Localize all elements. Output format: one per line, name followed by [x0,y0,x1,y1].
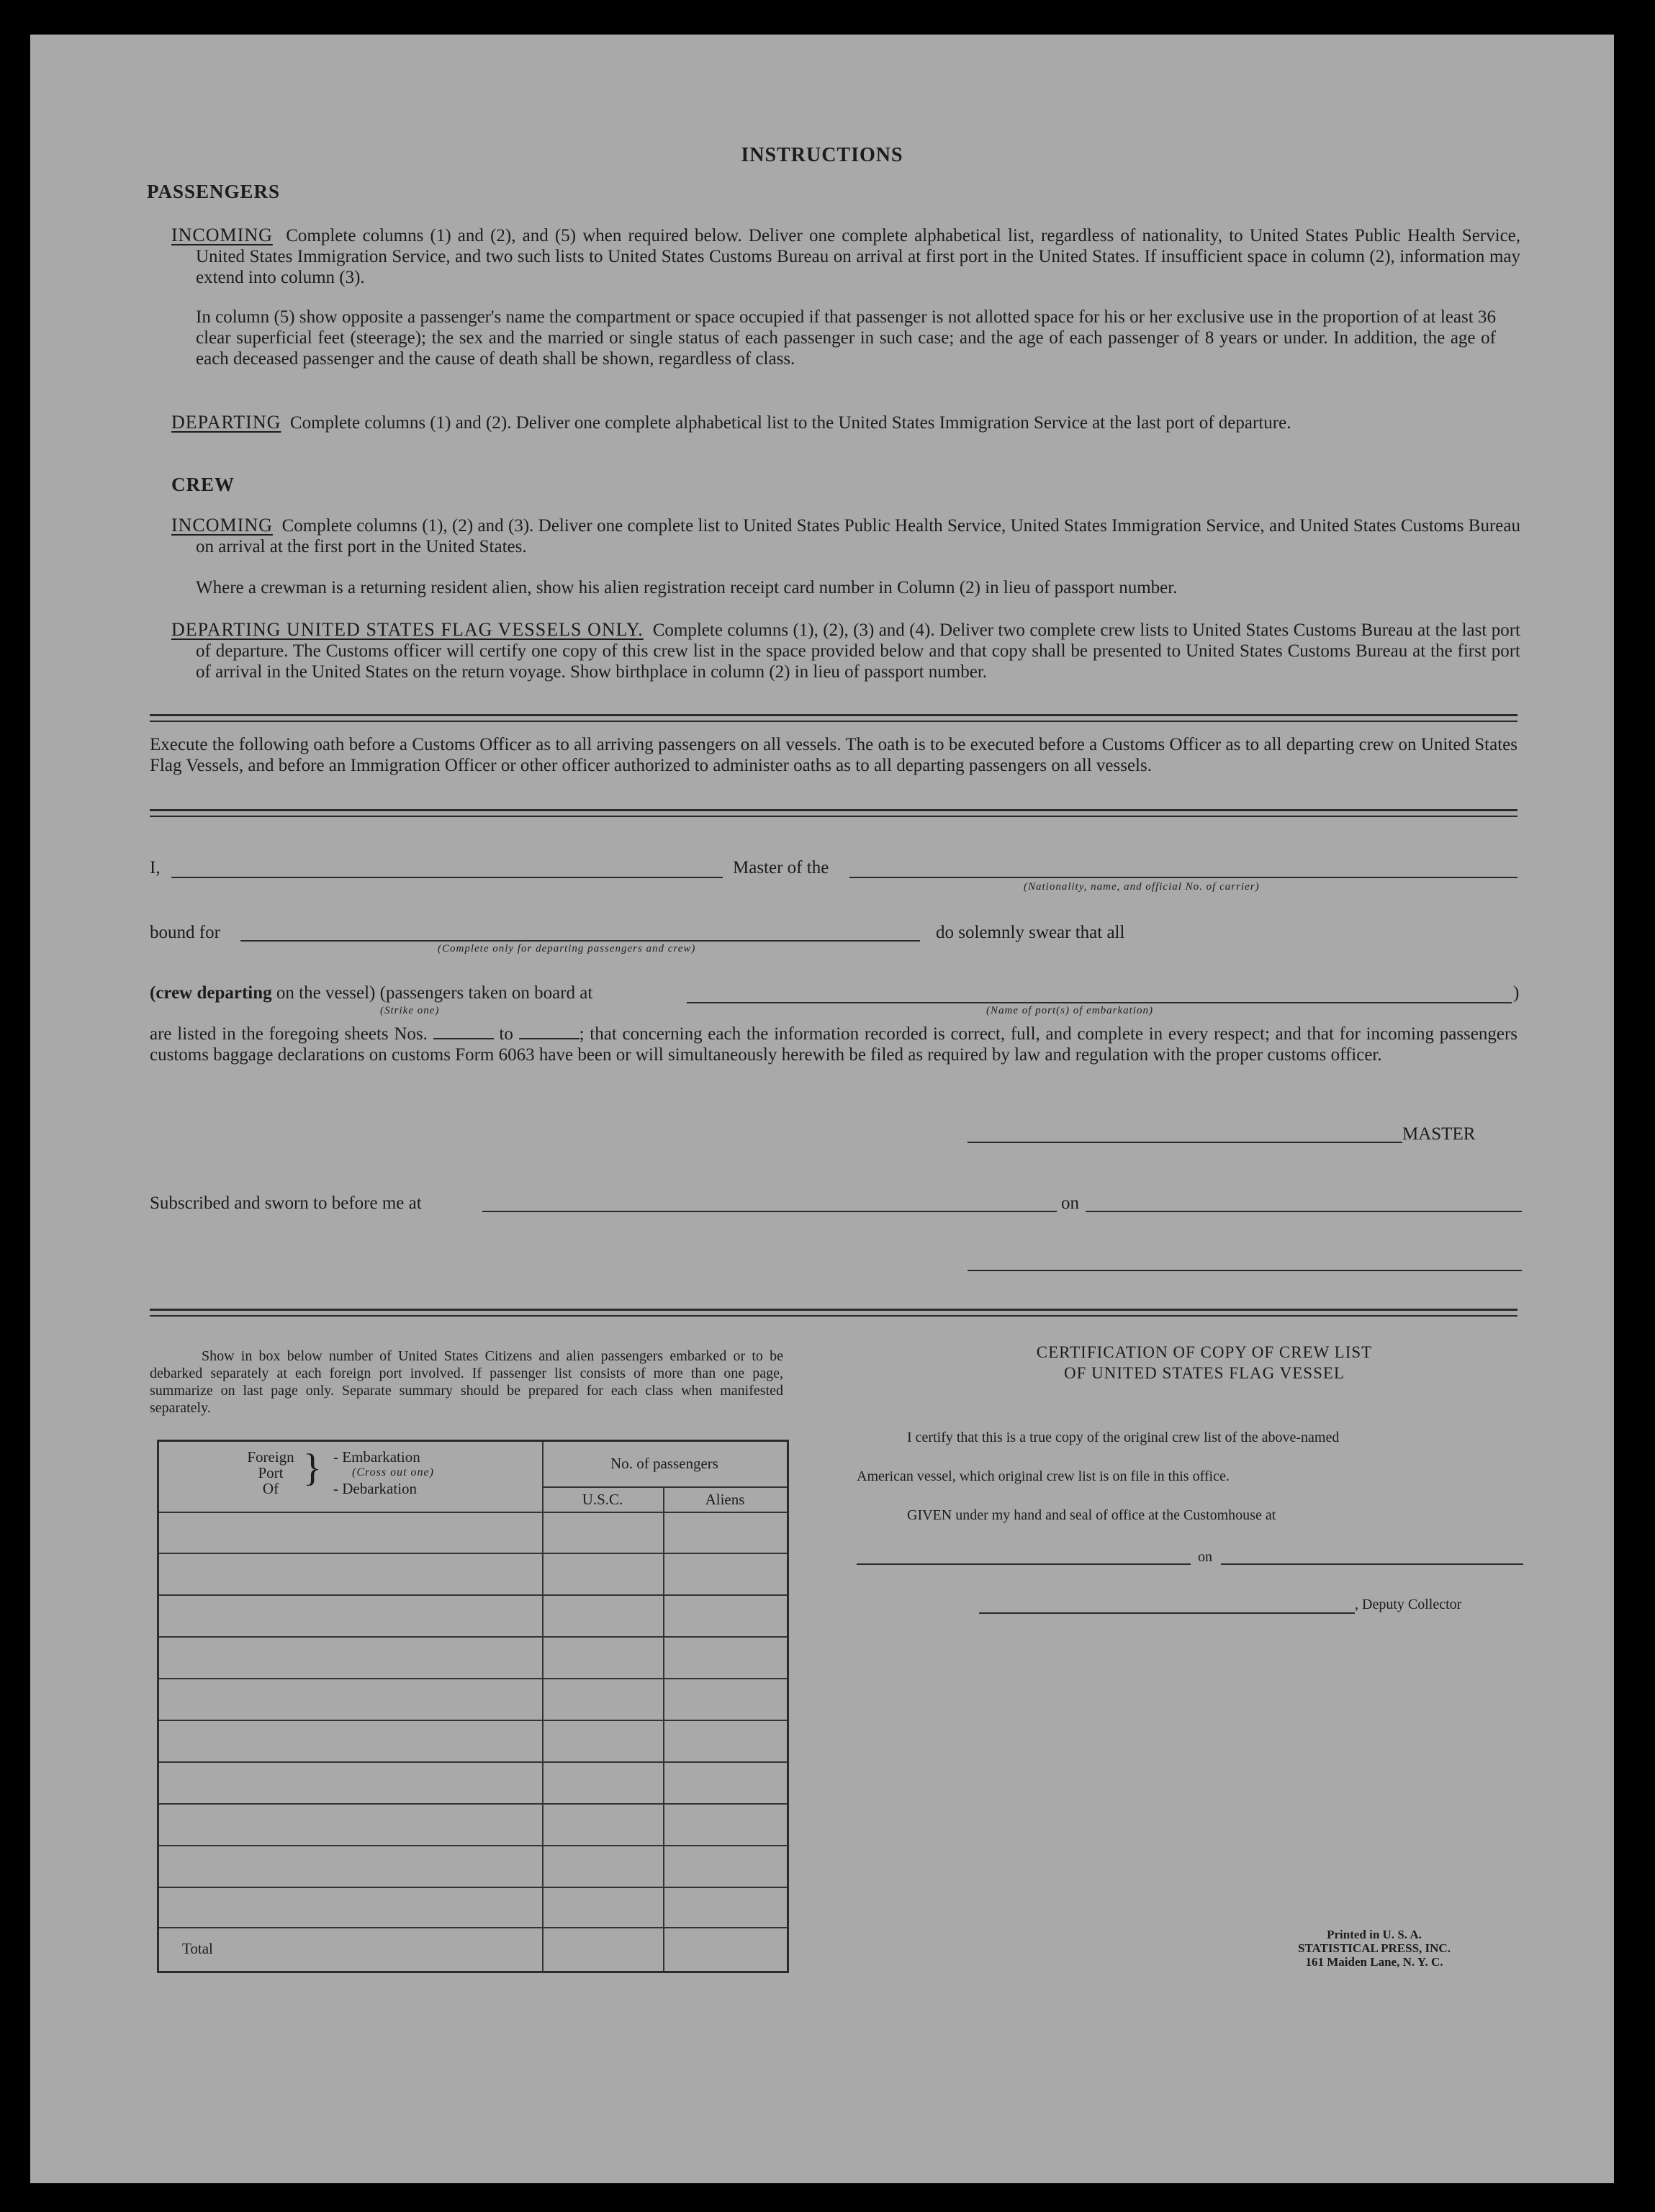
usc-header: U.S.C. [582,1491,623,1508]
master-signature-field[interactable] [968,1142,1402,1143]
nationality-caption: (Nationality, name, and official No. of carrier) [1024,881,1260,893]
swear-label: do solemnly swear that all [936,923,1125,942]
table-row [159,1761,787,1763]
bound-caption: (Complete only for departing passengers and crew) [438,943,696,954]
debarkation-option[interactable]: - Debarkation [333,1480,418,1497]
table-row [159,1887,787,1888]
no-of-passengers-header: No. of passengers [610,1455,718,1472]
brace-icon: } [303,1446,322,1489]
i-label: I, [150,858,161,877]
crew-incoming-text: Complete columns (1), (2) and (3). Deliver one complete list to United States Public Health Service, United States Immigration Service, and United States Customs Bureau on arrival at the first port in the United States. [196,516,1520,556]
customhouse-field[interactable] [857,1563,1191,1565]
foreign-port-of-label [240,1449,302,1497]
passengers-incoming-instruction [171,225,1520,288]
sworn-place-field[interactable] [482,1211,1057,1212]
certification-title [888,1342,1520,1383]
table-header-divider [542,1486,787,1488]
officer-signature-field[interactable] [968,1270,1522,1271]
strike-caption: (Strike one) [380,1005,440,1016]
embark-debark-options [333,1449,434,1497]
crew-departing-option[interactable]: (crew departing [150,983,272,1003]
incoming-text: Complete columns (1) and (2), and (5) when required below. Deliver one complete alphabetical list, regardless of nationality, to United States Public Health Service, United States Immigration Service, and two such lists to United States Customs Bureau on arrival at first port in the United States. If insufficient space in column (2), information may extend into column (3). [196,226,1521,287]
table-row [159,1678,787,1679]
given-text: GIVEN under my hand and seal of office at the Customhouse at [907,1507,1276,1523]
crewman-instruction: Where a crewman is a returning resident alien, show his alien registration receipt card number in Column (2) in lieu of passport number. [196,578,1178,597]
embarkation-port-field[interactable] [687,1002,1512,1003]
sheets-pre: are listed in the foregoing sheets Nos. [150,1024,428,1044]
embarkation-option[interactable]: - Embarkation [333,1448,420,1466]
table-row [159,1720,787,1721]
oath-intro: Execute the following oath before a Customs Officer as to all arriving passengers on all vessels. The oath is to be executed before a Customs Officer as to all departing crew on United States Flag Vessels, and before an Immigration Officer or other officer authorized to administer oaths as to all departing passengers on all vessels. [150,735,1518,775]
crew-incoming-instruction [171,515,1520,557]
divider [150,809,1518,817]
departing-text: Complete columns (1) and (2). Deliver one complete alphabetical list to the United States Immigration Service at the last port of departure. [289,413,1291,433]
printer-line2: STATISTICAL PRESS, INC. [1298,1941,1451,1955]
table-row [159,1845,787,1846]
table-row [159,1927,787,1928]
of-label: Of [262,1480,279,1497]
printer-line1: Printed in U. S. A. [1327,1928,1422,1941]
divider [150,714,1518,722]
sheet-from-field[interactable] [433,1038,494,1039]
summary-note: Show in box below number of United States Citizens and alien passengers embarked or to be debarked separately at each foreign port involved. If passenger list consists of more than one page, summarize on last page only. Separate summary should be prepared for each class when manifested separately. [150,1348,783,1416]
crew-incoming-label: INCOMING [171,515,273,536]
printer-line3: 161 Maiden Lane, N. Y. C. [1305,1955,1443,1969]
crew-departing-instruction [171,619,1520,682]
bound-for-label: bound for [150,923,220,942]
master-label: MASTER [1402,1124,1476,1144]
foreign-label: Foreign [247,1448,294,1466]
subscribed-label: Subscribed and sworn to before me at [150,1193,422,1213]
table-row [159,1594,787,1596]
sheets-post: ; that concerning each the information recorded is correct, full, and complete in every respect; and that for incoming passengers customs baggage declarations on customs Form 6063 have been or will simultaneously herewith be filed as required by law and regulation with the proper customs officer. [150,1024,1518,1065]
cross-out-caption: (Cross out one) [352,1466,434,1479]
crew-departing-text: Complete columns (1), (2), (3) and (4). Deliver two complete crew lists to United States Customs Bureau at the last port of departure. The Customs officer will certify one copy of this crew list in the space provided below and that copy shall be presented to United States Customs Bureau at the first port of arrival in the United States on the return voyage. Show birthplace in column (2) in lieu of passport number. [196,620,1520,682]
table-row [159,1512,787,1513]
table-col-divider [542,1442,544,1971]
cert-on-label: on [1198,1549,1212,1565]
sheets-statement [150,1024,1518,1065]
crew-departing-label: DEPARTING UNITED STATES FLAG VESSELS ONLY. [171,619,644,640]
port-caption: (Name of port(s) of embarkation) [986,1005,1153,1016]
column5-instruction: In column (5) show opposite a passenger's name the compartment or space occupied if that passenger is not allotted space for his or her exclusive use in the proportion of at least 36 clear superficial feet (steerage); the sex and the married or single status of each passenger in such case; and the age of each passenger of 8 years or under. In addition, the age of each deceased passenger and the cause of death shall be shown, regardless of class. [196,307,1496,369]
passengers-taken-option[interactable]: (passengers taken on board at [379,983,593,1003]
certification-title-line1: CERTIFICATION OF COPY OF CREW LIST [1036,1343,1373,1361]
port-label: Port [258,1464,284,1481]
certify-line2: American vessel, which original crew list is on file in this office. [857,1468,1230,1484]
incoming-label: INCOMING [171,225,273,245]
aliens-header: Aliens [705,1491,745,1508]
carrier-field[interactable] [849,877,1518,878]
passenger-summary-table [157,1440,789,1973]
deputy-collector-label: , Deputy Collector [1355,1597,1462,1612]
divider [150,1309,1518,1317]
table-row [159,1803,787,1805]
sworn-date-field[interactable] [1086,1211,1522,1212]
table-row [159,1553,787,1554]
on-the-vessel: on the vessel) [276,983,376,1003]
passengers-departing-instruction [171,412,1520,433]
crew-heading: CREW [171,474,235,495]
master-name-field[interactable] [171,877,723,878]
table-row [159,1636,787,1638]
close-paren: ) [1513,983,1520,1003]
master-of-the-label: Master of the [733,858,829,877]
bound-for-field[interactable] [240,940,920,942]
table-col-divider [663,1486,664,1971]
form-sheet [30,35,1614,2183]
certification-title-line2: OF UNITED STATES FLAG VESSEL [1064,1364,1345,1382]
total-label: Total [182,1940,213,1957]
certify-line1: I certify that this is a true copy of the original crew list of the above-named [907,1430,1340,1445]
crew-passenger-line [150,983,592,1003]
printer-imprint [1270,1928,1479,1969]
on-label: on [1061,1193,1079,1213]
instructions-title: INSTRUCTIONS [741,144,903,166]
deputy-signature-field[interactable] [979,1612,1355,1614]
passengers-heading: PASSENGERS [147,181,281,202]
sheets-to: to [499,1024,513,1044]
sheet-to-field[interactable] [519,1038,580,1039]
cert-date-field[interactable] [1221,1563,1523,1565]
departing-label: DEPARTING [171,412,281,433]
